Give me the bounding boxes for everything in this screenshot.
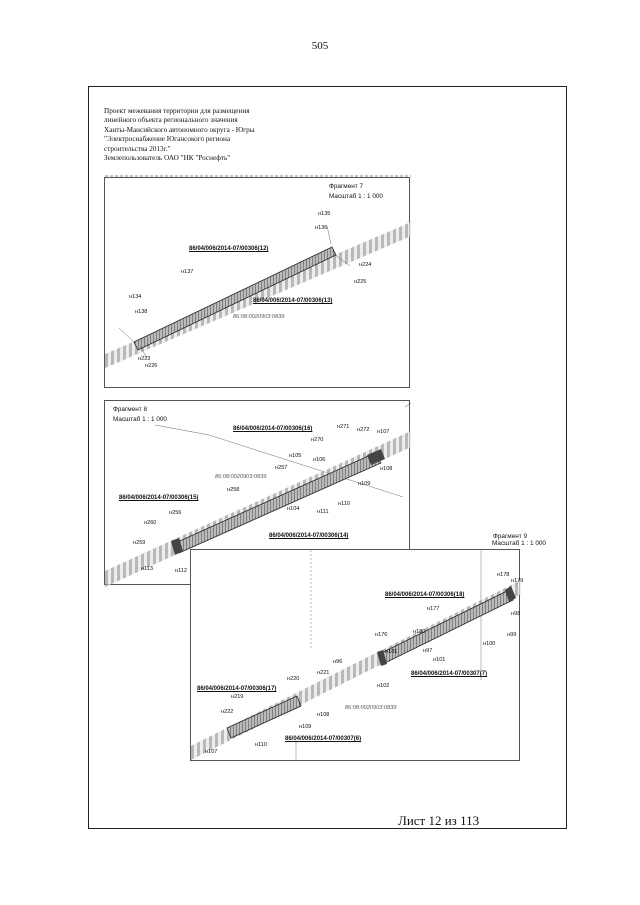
point-label: н106 xyxy=(313,457,326,463)
point-label: н181 xyxy=(385,649,398,655)
point-label: н177 xyxy=(427,606,440,612)
point-label: н112 xyxy=(175,568,188,574)
point-label: н100 xyxy=(483,641,496,647)
cadastral-label: 86/04/006/2014-07/00306(17) xyxy=(197,686,277,692)
sheet-footer: Лист 12 из 113 xyxy=(398,813,480,828)
point-label: н224 xyxy=(359,262,372,268)
point-label: н257 xyxy=(275,465,288,471)
point-label: н96 xyxy=(333,659,343,665)
point-label: н178 xyxy=(497,572,510,578)
point-label: н137 xyxy=(181,269,194,275)
cadastral-quarter-label: 86:08:0020903:0839 xyxy=(345,705,397,711)
cadastral-label: 86/04/006/2014-07/00306(12) xyxy=(189,246,269,252)
cadastral-label: 86/04/006/2014-07/00306(18) xyxy=(385,592,465,598)
point-label: н135 xyxy=(318,211,331,217)
fragment-scale: Масштаб 1 : 1 000 xyxy=(329,193,383,200)
point-label: н176 xyxy=(375,632,388,638)
point-label: н258 xyxy=(227,487,240,493)
cadastral-quarter-label: 86:08:0020903:0839 xyxy=(233,314,285,320)
point-label: н136 xyxy=(315,225,328,231)
point-label: н99 xyxy=(507,632,517,638)
point-label: н108 xyxy=(380,466,393,472)
point-label: н110 xyxy=(255,742,268,748)
point-label: н260 xyxy=(144,520,157,526)
fragment-title: Фрагмент 8 xyxy=(113,406,148,413)
header-line: линейного объекта регионального значения xyxy=(104,116,238,125)
fragment-9-drawing xyxy=(191,550,524,762)
point-label: н101 xyxy=(433,657,446,663)
point-label: н220 xyxy=(287,676,300,682)
point-label: н271 xyxy=(337,424,350,430)
point-label: н110 xyxy=(338,501,351,507)
point-label: н219 xyxy=(231,694,244,700)
cadastral-label: 86/04/006/2014-07/00306(13) xyxy=(253,298,333,304)
point-label: н107 xyxy=(205,749,218,755)
fragment-title: Фрагмент 7 xyxy=(329,183,364,190)
header-line: строительства 2013г." xyxy=(104,144,171,153)
cadastral-label: 86/04/006/2014-07/00306(14) xyxy=(269,533,349,539)
cadastral-label: 86/04/006/2014-07/00306(15) xyxy=(119,495,199,501)
point-label: н225 xyxy=(354,279,367,285)
point-label: н107 xyxy=(377,429,390,435)
point-label: н179 xyxy=(511,578,524,584)
point-label: н113 xyxy=(141,566,154,572)
cadastral-label: 86/04/006/2014-07/00306(16) xyxy=(233,426,313,432)
point-label: н108 xyxy=(317,712,330,718)
point-label: н104 xyxy=(287,506,300,512)
fragment-7-map xyxy=(104,177,410,388)
point-label: н259 xyxy=(133,540,146,546)
cadastral-label: 86/04/006/2014-07/00307(6) xyxy=(285,736,362,742)
fragment-scale: Масштаб 1 : 1 000 xyxy=(492,540,546,547)
point-label: н97 xyxy=(423,648,433,654)
header-line: Ханты-Мансийского автономного округа - Югры xyxy=(104,125,255,134)
point-label: н223 xyxy=(138,356,151,362)
point-label: н109 xyxy=(299,724,312,730)
cadastral-quarter-label: 86:08:0020903:0839 xyxy=(215,474,267,480)
header-line: Землепользователь ОАО "НК "Роснефть" xyxy=(104,154,231,163)
fragment-title: Фрагмент 9 xyxy=(493,533,528,540)
point-label: н222 xyxy=(221,709,234,715)
point-label: н272 xyxy=(357,427,370,433)
cadastral-label: 86/04/006/2014-07/00307(7) xyxy=(411,671,488,677)
point-label: н134 xyxy=(129,294,142,300)
header-line: "Электроснабжение Югансокого региона xyxy=(104,135,231,144)
fragment-scale: Масштаб 1 : 1 000 xyxy=(113,416,167,423)
project-header xyxy=(104,107,304,163)
point-label: н111 xyxy=(317,509,329,515)
point-label: н270 xyxy=(311,437,324,443)
header-line: Проект межевания территории для размещения xyxy=(104,107,250,115)
point-label: н226 xyxy=(145,363,158,369)
point-label: н98 xyxy=(511,611,521,617)
point-label: н105 xyxy=(289,453,302,459)
point-label: н221 xyxy=(317,670,330,676)
point-label: н109 xyxy=(358,481,371,487)
point-label: н102 xyxy=(377,683,390,689)
point-label: н138 xyxy=(135,309,148,315)
page-number: 505 xyxy=(311,40,329,52)
point-label: н256 xyxy=(169,510,182,516)
point-label: н180 xyxy=(413,629,426,635)
